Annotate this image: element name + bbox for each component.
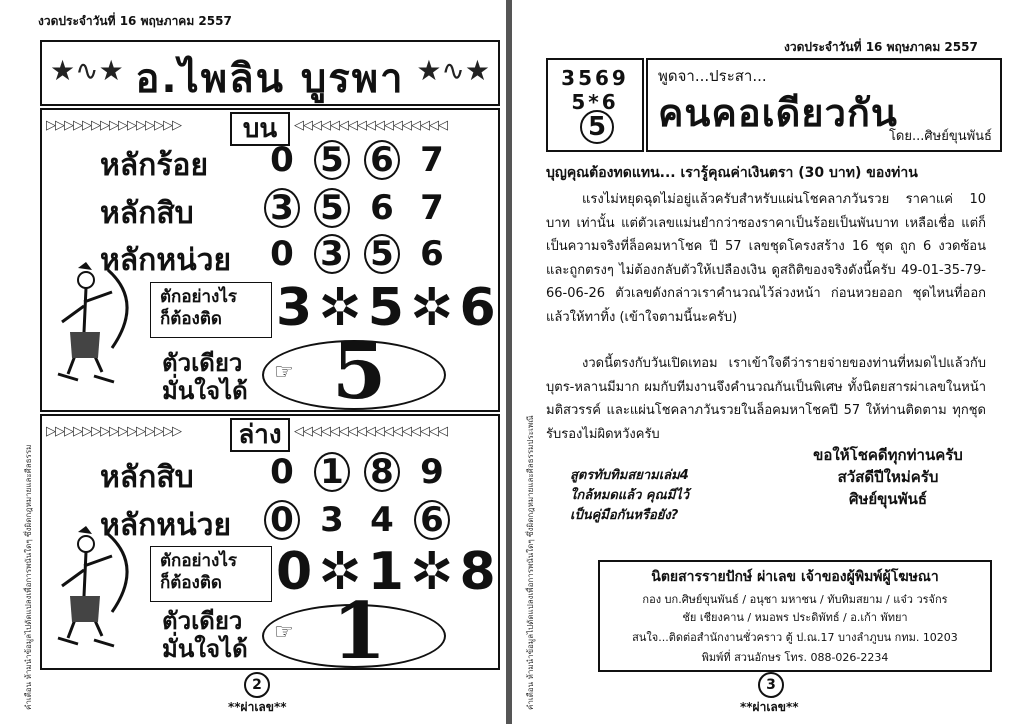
headline-tag: พูดจา...ประสา... [658, 67, 767, 85]
wish-line: สวัสดีปีใหม่ครับ [837, 468, 939, 486]
must-digits: 3✲5✲6 [276, 278, 502, 338]
single-number: 5 [332, 326, 387, 417]
chevron-row-right: ◁◁◁◁◁◁◁◁◁◁◁◁◁◁◁◁◁ [294, 424, 447, 439]
lower-single-number: 1 [332, 586, 387, 677]
circled-digit: 6 [364, 140, 400, 180]
digits-hundreds [264, 140, 450, 180]
publisher-box [598, 560, 992, 672]
circled-digit: 3 [264, 188, 300, 228]
lower-must-digits: 0✲1✲8 [276, 542, 502, 602]
row-label-tens: หลักสิบ [100, 196, 194, 231]
digit: 0 [270, 234, 294, 274]
number-box [546, 58, 644, 152]
wish-text [798, 444, 978, 510]
digit: 0 [270, 140, 294, 180]
promo-line: ใกล้หมดแล้ว คุณมีไว้ [570, 488, 690, 503]
circled-digit: 5 [364, 234, 400, 274]
archer-figure-lower [48, 526, 152, 666]
chevron-row-left: ▷▷▷▷▷▷▷▷▷▷▷▷▷▷▷ [46, 118, 181, 133]
circled-digit: 3 [314, 234, 350, 274]
must-label-2: ก็ต้องติด [160, 309, 222, 329]
digit: 9 [420, 452, 444, 492]
headline-title: คนคอเดียวกัน [658, 91, 898, 135]
star-ornament-right-icon: ★∿★ [416, 54, 490, 87]
row-label-hundreds: หลักร้อย [100, 148, 209, 183]
promo-line: เป็นคู่มือกันหรือยัง? [570, 508, 679, 523]
single-label-2: มั่นใจได้ [162, 377, 248, 405]
right-footer: **ผ่าเลข** [740, 700, 799, 714]
left-side-note: คำเตือน ห้ามนำข้อมูลไปดัดแปลงเพื่อการพนันใดๆ ซึ่งผิดกฎหมายและศีลธรรม [24, 444, 33, 710]
headline-byline: โดย...ศิษย์ขุนพันธ์ [888, 129, 992, 144]
circled-digit: 8 [364, 452, 400, 492]
promo-line: สูตรทับทิมสยามเล่ม4 [570, 468, 689, 483]
circled-digit: 5 [314, 188, 350, 228]
digit: 0 [270, 452, 294, 492]
archer-figure-upper [48, 262, 152, 402]
chevron-row-left: ▷▷▷▷▷▷▷▷▷▷▷▷▷▷▷ [46, 424, 181, 439]
pointing-hand-icon: ☞ [274, 620, 294, 645]
left-page-number: 2 [244, 672, 270, 698]
star-ornament-left-icon: ★∿★ [50, 54, 124, 87]
must-label-1: ตักอย่างไร [160, 287, 238, 307]
number-box-line2: 5*6 [571, 90, 619, 114]
left-footer: **ผ่าเลข** [228, 700, 287, 714]
right-page-header: งวดประจำวันที่ 16 พฤษภาคม 2557 [784, 40, 978, 54]
paragraph-2: งวดนี้ตรงกับวันเปิดเทอม เราเข้าใจดีว่ารายจ่ายของท่านที่หมดไปแล้วกับบุตร-หลานมีมาก ผมกับทีมงานจึงคำนวณกันเป็นพิเศษ ทั้งนิตยสารผ่าเลขในหน้ามติสวรรค์ และแผ่นโชคลาภวันรวยในล็อคมหาโชคปี 57 ให้ท่านติดตาม ทุกชุดรับรองไม่ผิดหวังครับ [546, 356, 986, 442]
publisher-line: พิมพ์ที่ สวนอักษร โทร. 088-026-2234 [701, 651, 889, 664]
left-page [0, 0, 508, 724]
right-page [512, 0, 1024, 724]
row-label-lower-units: หลักหน่วย [100, 508, 232, 543]
circled-digit: 6 [414, 500, 450, 540]
promo-text [570, 466, 689, 526]
digit: 6 [370, 188, 394, 228]
must-label-1: ตักอย่างไร [160, 551, 238, 571]
headline-box [646, 58, 1002, 152]
digits-lower-tens [264, 452, 450, 492]
number-box-single: 5 [580, 110, 614, 144]
digit: 7 [420, 188, 444, 228]
row-label-units: หลักหน่วย [100, 243, 232, 278]
digit: 6 [420, 234, 444, 274]
chevron-row-right: ◁◁◁◁◁◁◁◁◁◁◁◁◁◁◁◁◁ [294, 118, 447, 133]
right-side-note: คำเตือน ห้ามนำข้อมูลไปดัดแปลงเพื่อการพนันใดๆ ซึ่งผิดกฎหมายและศีลธรรมประเพณี [526, 415, 535, 710]
circled-digit: 1 [314, 452, 350, 492]
must-label-2: ก็ต้องติด [160, 573, 222, 593]
wish-line: ศิษย์ขุนพันธ์ [848, 490, 927, 508]
page-title: อ.ไพลิน บูรพา [135, 56, 405, 102]
single-label-1: ตัวเดียว [162, 349, 243, 377]
upper-tag: บน [230, 112, 290, 146]
publisher-title: นิตยสารรายปักษ์ ผ่าเลข เจ้าของผู้พิมพ์ผู้โฆษณา [651, 569, 939, 585]
digits-tens [264, 188, 450, 228]
left-page-header: งวดประจำวันที่ 16 พฤษภาคม 2557 [38, 14, 232, 28]
lower-tag: ล่าง [230, 418, 290, 452]
wish-line: ขอให้โชคดีทุกท่านครับ [813, 446, 963, 464]
digits-lower-units [264, 500, 450, 540]
number-box-line1: 3569 [561, 66, 629, 90]
digit: 4 [370, 500, 394, 540]
digit: 7 [420, 140, 444, 180]
publisher-line: ชัย เชียงคาน / หมอพร ประดิพัทธ์ / อ.เก้า พัทยา [682, 611, 908, 624]
pointing-hand-icon: ☞ [274, 360, 294, 385]
single-label-1: ตัวเดียว [162, 607, 243, 635]
right-page-number: 3 [758, 672, 784, 698]
circled-digit: 5 [314, 140, 350, 180]
publisher-line: กอง บก.ศิษย์ขุนพันธ์ / อนุชา มหาชน / ทับทิมสยาม / แจ๋ว วรจักร [642, 593, 948, 606]
title-banner [40, 40, 500, 106]
lead-line: บุญคุณต้องทดแทน... เรารู้คุณค่าเงินตรา (30 บาท) ของท่าน [546, 165, 918, 181]
digit: 3 [320, 500, 344, 540]
single-label-2: มั่นใจได้ [162, 635, 248, 663]
digits-units [264, 234, 450, 274]
row-label-lower-tens: หลักสิบ [100, 460, 194, 495]
paragraph-1: แรงไม่หยุดฉุดไม่อยู่แล้วครับสำหรับแผ่นโชคลาภวันรวย ราคาแค่ 10 บาท เท่านั้น แต่ตัวเลขแม่นยำกว่าซองราคาเป็นร้อยเป็นพันบาท เหลือเชื่อ แต่ก็เป็นความจริงที่ล็อคมหาโชค ปี 57 เลขชุดโครงสร้าง 16 ชุด ถูก 6 งวดซ้อน และถูกตรงๆ ไม่ต้องกลับตัวให้เปลืองเงิน ดูสถิติของจริงดังนี้ครับ 49-01-35-79-66-06-26 ตัวเลขดังกล่าวเราคำนวณไว้ล่วงหน้า ก่อนหวยออก ชุดไหนที่ออกแล้วให้ทาทิ้ง (เข้าใจตามนี้นะครับ) [546, 192, 986, 325]
circled-digit: 0 [264, 500, 300, 540]
publisher-line: สนใจ...ติดต่อสำนักงานชั่วคราว ตู้ ป.ณ.17 บางลำภูบน กทม. 10203 [632, 631, 958, 644]
